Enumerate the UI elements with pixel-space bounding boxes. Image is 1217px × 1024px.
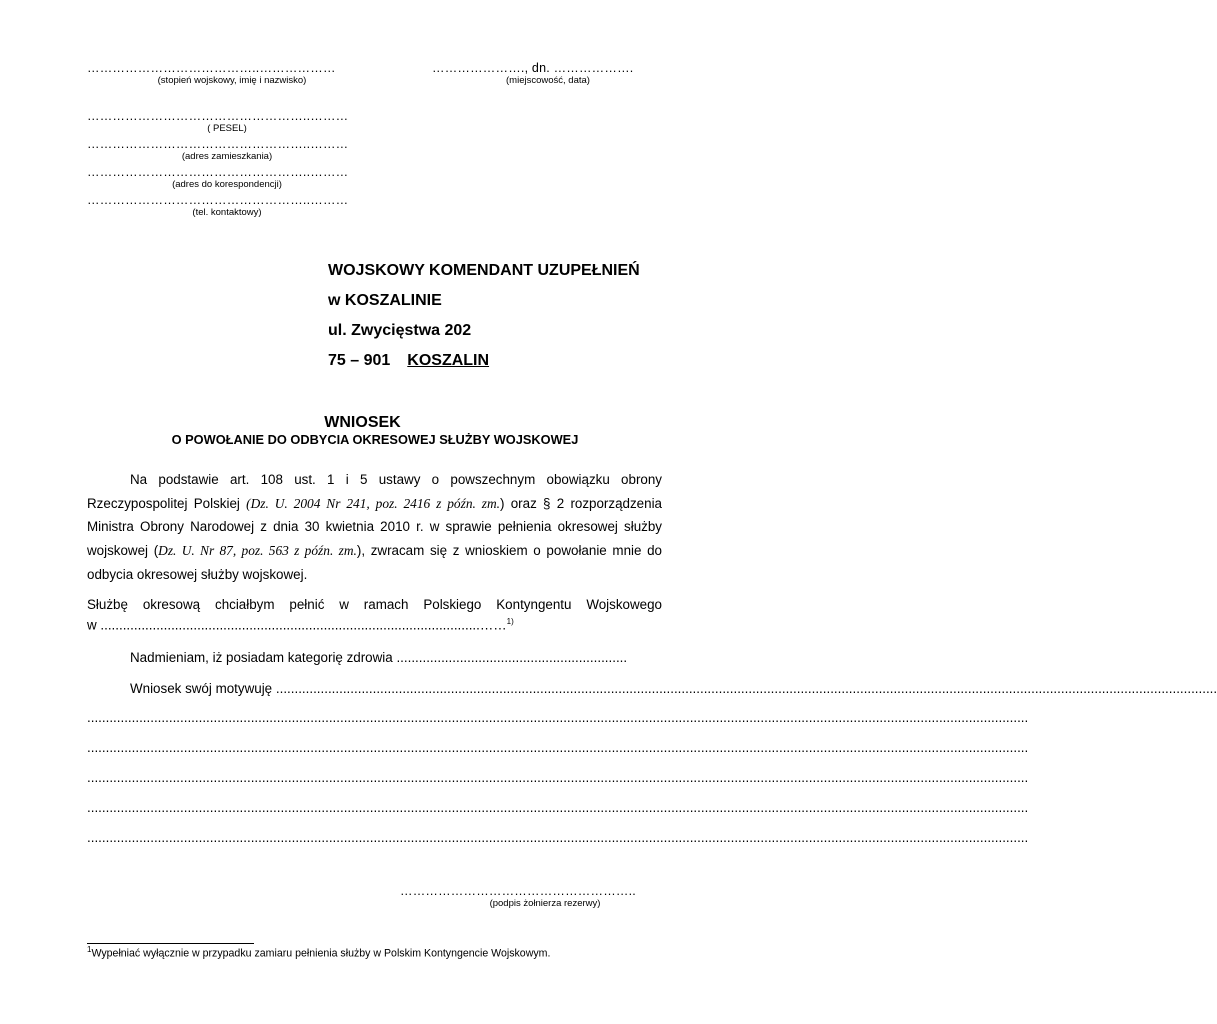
rank-name-field [87,61,377,86]
intro-text-a: Na podstawie art. 108 ust. 1 i 5 ustawy o powszechnym obowiązku obrony Rzeczypospolitej Polskiej [87,472,662,511]
correspondence-dots: ……………………………………………..……… [87,165,349,179]
footnote [87,945,550,960]
pesel-dots: ……………………………………………..……… [87,109,349,123]
recipient-postal-line [328,352,489,370]
legal-reference-1: (Dz. U. 2004 Nr 241, poz. 2416 z późn. zm. [246,495,500,511]
correspondence-field [87,165,367,190]
address-dots: ……………………………………………..……… [87,137,349,151]
phone-caption: (tel. kontaktowy) [192,207,262,218]
contingent-line [87,617,587,632]
place-date-dots: …………………., dn. ………………. [432,61,634,75]
pesel-caption: ( PESEL) [207,123,247,134]
motivation-fill-line-2: ............................................................................................................................................................................................................................................................. [87,740,1029,755]
intro-text-c: ), zwracam się z wnioskiem o powołanie mnie do odbycia okresowej służby wojskowej. [87,543,663,582]
motivation-fill-line-4: ............................................................................................................................................................................................................................................................. [87,800,1029,815]
rank-name-caption: (stopień wojskowy, imię i nazwisko) [157,75,307,86]
place-date-field [432,61,664,86]
footnote-ref: 1) [506,617,514,626]
signature-field [400,884,660,909]
recipient-city: KOSZALIN [407,352,490,369]
signature-caption: (podpis żołnierza rezerwy) [489,898,601,909]
recipient-line2: w KOSZALINIE [328,292,442,309]
contingent-paragraph: Służbę okresową chciałbym pełnić w ramach Polskiego Kontyngentu Wojskowego [87,597,662,612]
intro-paragraph [87,468,662,587]
document-title: WNIOSEK [324,414,401,431]
footnote-text: Wypełniać wyłącznie w przypadku zamiaru pełnienia służby w Polskim Kontyngencie Wojskowym. [91,947,551,960]
document-subtitle: O POWOŁANIE DO ODBYCIA OKRESOWEJ SŁUŻBY WOJSKOWEJ [171,432,579,447]
pesel-field [87,109,367,134]
motivation-fill-line-5: ............................................................................................................................................................................................................................................................. [87,830,1029,845]
motivation-line [130,681,1217,696]
phone-field [87,193,367,218]
recipient-line1: WOJSKOWY KOMENDANT UZUPEŁNIEŃ [328,262,640,279]
footnote-mark: 1 [87,945,92,954]
motivation-fill-line-1: ............................................................................................................................................................................................................................................................. [87,710,1029,725]
recipient-line3: ul. Zwycięstwa 202 [328,322,472,339]
phone-dots: ……………………………………………..……… [87,193,349,207]
signature-dots: ……………………………………………….. [400,884,636,898]
recipient-postal: 75 – 901 [328,352,391,369]
motivation-label: Wniosek swój motywuję [130,681,273,696]
motivation-fill: ............................................................................................................................................................................................................................................................. [275,681,1217,696]
address-caption: (adres zamieszkania) [181,151,273,162]
rank-name-dots: …………………………………..……………… [87,61,336,75]
place-date-caption: (miejscowość, data) [506,75,590,86]
legal-reference-2: Dz. U. Nr 87, poz. 563 z późn. zm. [158,543,357,559]
address-field [87,137,367,162]
correspondence-caption: (adres do korespondencji) [172,179,282,190]
footnote-separator [87,943,254,944]
health-category-line: Nadmieniam, iż posiadam kategorię zdrowia .............................................................. [130,650,628,665]
contingent-fill: w ......................................................................................................…… [87,617,507,633]
motivation-fill-line-3: ............................................................................................................................................................................................................................................................. [87,770,1029,785]
intro-text-b: ) oraz § 2 rozporządzenia Ministra Obrony Narodowej z dnia 30 kwietnia 2010 r. w sprawie pełnienia okresowej służby wojskowej ( [87,495,662,559]
